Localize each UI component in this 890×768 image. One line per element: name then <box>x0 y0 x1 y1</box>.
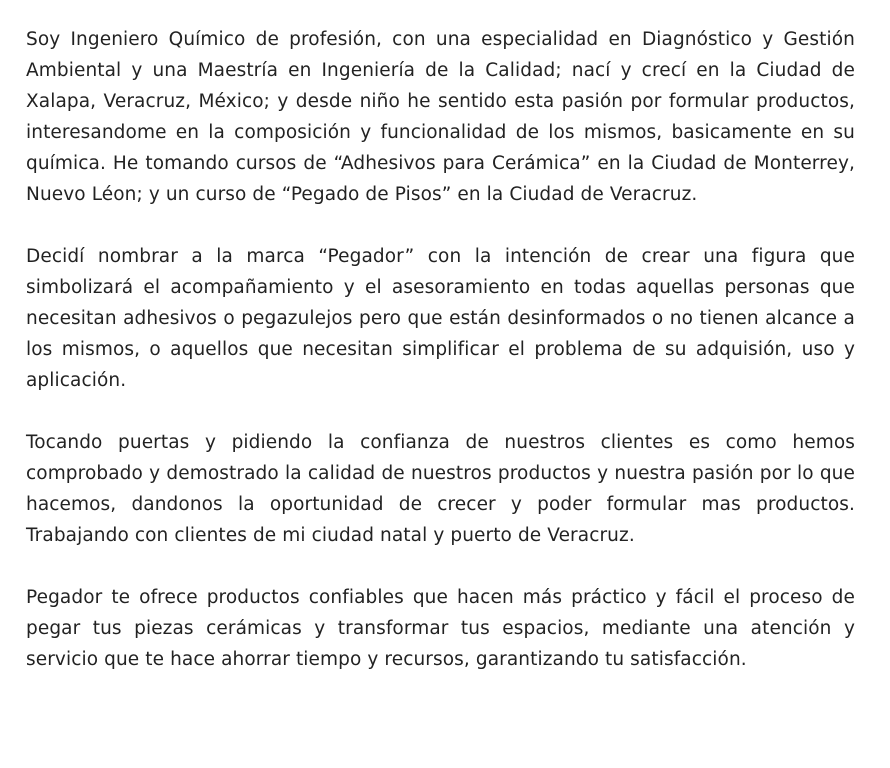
paragraph-clients: Tocando puertas y pidiendo la confianza de nuestros clientes es como hemos comprobado y demostrado la calidad de nuestros productos y nuestra pasión por lo que hacemos, dandonos la oportunidad de crecer y poder formular mas productos. Trabajando con clientes de mi ciudad natal y puerto de Veracruz. <box>26 432 855 546</box>
paragraph-background: Soy Ingeniero Químico de profesión, con una especialidad en Diagnóstico y Gestión Ambiental y una Maestría en Ingeniería de la Calidad; nací y crecí en la Ciudad de Xalapa, Veracruz, México; y desde niño he sentido esta pasión por formular productos, interesandome en la composición y funcionalidad de los mismos, basicamente en su química. He tomando cursos de “Adhesivos para Cerámica” en la Ciudad de Monterrey, Nuevo Léon; y un curso de “Pegado de Pisos” en la Ciudad de Veracruz. <box>26 29 855 205</box>
paragraph-brand-name: Decidí nombrar a la marca “Pegador” con la intención de crear una figura que simbolizará el acompañamiento y el asesoramiento en todas aquellas personas que necesitan adhesivos o pegazulejos pero que están desinformados o no tienen alcance a los mismos, o aquellos que necesitan simplificar el problema de su adquisión, uso y aplicación. <box>26 246 855 391</box>
paragraph-offer: Pegador te ofrece productos confiables que hacen más práctico y fácil el proceso de pegar tus piezas cerámicas y transformar tus espacios, mediante una atención y servicio que te hace ahorrar tiempo y recursos, garantizando tu satisfacción. <box>26 587 855 670</box>
